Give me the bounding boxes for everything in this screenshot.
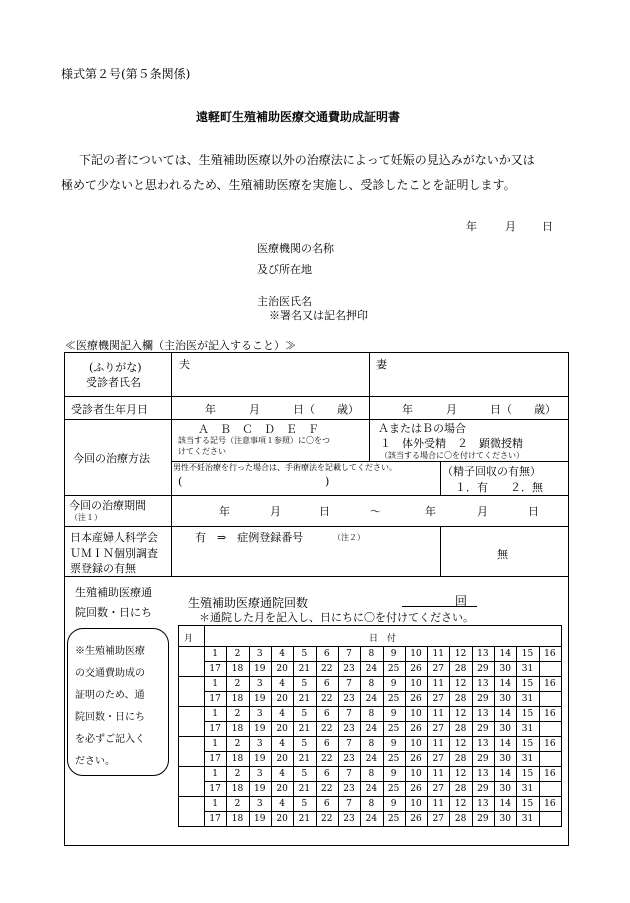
cal-day-cell[interactable]: 4 [279,739,285,749]
treatment-label: 今回の治療方法 [73,452,150,465]
cal-day-cell[interactable]: 20 [276,694,288,704]
cal-day-cell[interactable]: 6 [323,649,330,659]
umin-no: 無 [497,548,508,561]
cal-day-cell[interactable]: 15 [521,679,534,689]
cal-day-cell[interactable]: 7 [346,799,352,809]
cal-day-cell[interactable]: 21 [298,814,311,824]
cal-day-cell[interactable]: 1 [212,679,219,689]
furigana-label: (ふりがな) [89,361,142,374]
body-line-1: 下記の者については、生殖補助医療以外の治療法によって妊娠の見込みがないか又は [79,153,535,167]
form-number: 様式第２号(第５条関係) [61,67,191,81]
visits-note-line-2: の交通費助成の [75,668,145,679]
cal-day-cell[interactable]: 21 [298,784,311,794]
cal-day-cell[interactable]: 17 [209,694,221,704]
cal-month-header: 月 [184,634,194,644]
cal-day-cell[interactable]: 15 [521,739,534,749]
cal-day-cell[interactable]: 8 [368,709,375,719]
cal-day-cell[interactable]: 16 [544,679,556,689]
cal-day-cell[interactable]: 23 [343,694,355,704]
cal-day-cell[interactable]: 29 [477,754,489,764]
date-year: 年 [466,220,477,233]
cal-day-cell[interactable]: 11 [432,739,444,749]
cal-day-cell[interactable]: 12 [454,769,467,779]
cal-day-cell[interactable]: 6 [323,769,330,779]
cal-day-cell[interactable]: 2 [234,709,241,719]
cal-day-cell[interactable]: 21 [298,694,311,704]
cal-day-cell[interactable]: 23 [343,784,355,794]
visits-note-line-4: 院回数・日にち [75,712,145,723]
cal-day-cell[interactable]: 7 [346,679,352,689]
cal-day-cell[interactable]: 29 [477,694,489,704]
cal-day-cell[interactable]: 13 [477,769,489,779]
cal-day-cell[interactable]: 31 [521,784,534,794]
cal-day-cell[interactable]: 26 [410,784,422,794]
cal-day-cell[interactable]: 25 [387,784,400,794]
period-end-month: 月 [477,505,488,518]
cal-day-cell[interactable]: 25 [387,814,400,824]
cal-day-cell[interactable]: 5 [301,769,308,779]
cal-day-cell[interactable]: 16 [544,769,556,779]
cal-day-cell[interactable]: 20 [276,664,288,674]
cal-day-cell[interactable]: 18 [231,664,244,674]
cal-day-cell[interactable]: 9 [390,799,397,809]
cal-day-cell[interactable]: 27 [432,754,444,764]
dob-label: 受診者生年月日 [71,403,148,416]
cal-day-cell[interactable]: 20 [276,754,288,764]
male-paren-open: ( [178,475,183,488]
cal-day-cell[interactable]: 19 [254,784,266,794]
cal-day-cell[interactable]: 25 [387,664,400,674]
husband-label: 夫 [179,358,190,371]
umin-yes: 有 ⇒ 症例登録番号 [195,531,304,544]
section-label: ≪医療機関記入欄（主治医が記入すること）≫ [65,339,296,352]
cal-day-cell[interactable]: 22 [320,664,333,674]
cal-day-cell[interactable]: 8 [368,769,375,779]
cal-day-cell[interactable]: 28 [454,784,467,794]
cal-day-cell[interactable]: 30 [499,754,511,764]
cal-day-cell[interactable]: 27 [432,814,444,824]
cal-day-cell[interactable]: 30 [499,784,511,794]
cal-day-cell[interactable]: 1 [212,799,219,809]
cal-day-cell[interactable]: 1 [212,769,219,779]
cal-day-cell[interactable]: 17 [209,754,221,764]
cal-day-cell[interactable]: 5 [301,799,308,809]
cal-day-cell[interactable]: 19 [254,694,266,704]
cal-day-cell[interactable]: 31 [521,694,534,704]
cal-day-cell[interactable]: 3 [256,739,263,749]
cal-day-cell[interactable]: 31 [521,664,534,674]
cal-day-cell[interactable]: 19 [254,664,266,674]
cal-day-cell[interactable]: 12 [454,799,467,809]
umin-label-3: 票登録の有無 [70,562,136,575]
cal-day-cell[interactable]: 5 [301,709,308,719]
cal-day-cell[interactable]: 14 [499,739,511,749]
visits-note-line-6: ださい。 [75,756,115,767]
period-label: 今回の治療期間 [69,499,146,512]
cal-day-cell[interactable]: 20 [276,784,288,794]
cal-day-cell[interactable]: 27 [432,694,444,704]
cal-day-cell[interactable]: 3 [256,679,263,689]
sign-note: ※署名又は記名押印 [269,309,368,322]
cal-day-cell[interactable]: 18 [231,694,244,704]
umin-label-1: 日本産婦人科学会 [70,531,158,544]
cal-day-cell[interactable]: 7 [346,769,352,779]
cal-day-cell[interactable]: 12 [454,739,467,749]
cal-day-cell[interactable]: 12 [454,679,467,689]
visits-instruction: ＊通院した月を記入し、日にちに〇を付けてください。 [199,611,474,624]
cal-day-cell[interactable]: 10 [410,649,422,659]
cal-day-cell[interactable]: 4 [279,709,285,719]
cal-day-cell[interactable]: 14 [499,709,511,719]
cal-border-bottom [178,826,561,827]
cal-day-cell[interactable]: 21 [298,754,311,764]
cal-day-header: 日 付 [369,634,397,644]
cal-day-cell[interactable]: 2 [234,649,241,659]
cal-day-cell[interactable]: 30 [499,814,511,824]
cal-day-cell[interactable]: 29 [477,784,489,794]
doctor-name-label: 主治医氏名 [257,295,312,308]
cal-day-cell[interactable]: 14 [499,799,511,809]
visits-label-1: 生殖補助医療通 [75,586,152,599]
cal-day-cell[interactable]: 3 [256,799,263,809]
cal-day-cell[interactable]: 25 [387,694,400,704]
cal-day-cell[interactable]: 19 [254,814,266,824]
cal-day-cell[interactable]: 18 [231,784,244,794]
cal-day-cell[interactable]: 1 [212,649,219,659]
cal-day-cell[interactable]: 31 [521,724,534,734]
cal-day-cell[interactable]: 22 [320,754,333,764]
cal-day-cell[interactable]: 20 [276,814,288,824]
cal-day-cell[interactable]: 19 [254,724,266,734]
cal-day-cell[interactable]: 31 [521,754,534,764]
cal-day-cell[interactable]: 25 [387,724,400,734]
cal-day-cell[interactable]: 9 [390,769,397,779]
cal-day-cell[interactable]: 24 [365,814,378,824]
umin-yes-note: （注２） [333,533,365,542]
cal-border-right [561,625,562,827]
sperm-retrieval-options: １．有 ２．無 [455,481,543,494]
cal-day-cell[interactable]: 9 [390,679,397,689]
cal-day-cell[interactable]: 4 [279,769,285,779]
cal-border-top [178,625,561,626]
cal-day-cell[interactable]: 29 [477,724,489,734]
cal-day-cell[interactable]: 6 [323,799,330,809]
cal-day-cell[interactable]: 5 [301,739,308,749]
period-start-day: 日 [319,505,330,518]
cal-day-cell[interactable]: 26 [410,814,422,824]
cal-day-cell[interactable]: 12 [454,709,467,719]
cal-day-cell[interactable]: 10 [410,769,422,779]
cal-day-cell[interactable]: 13 [477,739,489,749]
cal-day-cell[interactable]: 17 [209,814,221,824]
cal-day-cell[interactable]: 17 [209,784,221,794]
cal-day-cell[interactable]: 2 [234,799,241,809]
cal-day-cell[interactable]: 3 [256,769,263,779]
ab-case-label: ＡまたはＢの場合 [378,422,466,435]
cal-day-cell[interactable]: 16 [544,709,556,719]
cal-day-cell[interactable]: 26 [410,664,422,674]
cal-day-cell[interactable]: 10 [410,799,422,809]
cal-day-cell[interactable]: 31 [521,814,534,824]
cal-day-cell[interactable]: 17 [209,724,221,734]
period-end-year: 年 [425,505,436,518]
dob-wife: 年 月 日（ 歳） [402,403,556,416]
cal-day-cell[interactable]: 26 [410,694,422,704]
cal-day-cell[interactable]: 16 [544,649,556,659]
wife-label: 妻 [376,358,387,371]
cal-day-cell[interactable]: 10 [410,709,422,719]
male-infertility-note: 男性不妊治療を行った場合は、手術療法を記載してください。 [173,463,397,472]
cal-day-cell[interactable]: 13 [477,799,489,809]
cal-day-cell[interactable]: 13 [477,709,489,719]
cal-day-cell[interactable]: 29 [477,814,489,824]
visits-label-2: 院回数・日にち [75,606,152,619]
cal-day-cell[interactable]: 6 [323,679,330,689]
cal-day-cell[interactable]: 24 [365,784,378,794]
cal-day-cell[interactable]: 11 [432,679,444,689]
cal-day-cell[interactable]: 20 [276,724,288,734]
cal-day-cell[interactable]: 26 [410,724,422,734]
visits-count-label: 生殖補助医療通院回数 [188,596,309,610]
cal-day-cell[interactable]: 14 [499,649,511,659]
cal-day-cell[interactable]: 8 [368,799,375,809]
ab-note: （該当する場合に〇を付けてください） [380,451,524,460]
cal-day-cell[interactable]: 10 [410,739,422,749]
cal-day-cell[interactable]: 30 [499,664,511,674]
cal-day-cell[interactable]: 15 [521,649,534,659]
cal-day-cell[interactable]: 27 [432,784,444,794]
cal-day-cell[interactable]: 7 [346,709,352,719]
cal-day-cell[interactable]: 4 [279,649,285,659]
cal-day-cell[interactable]: 29 [477,664,489,674]
cal-day-cell[interactable]: 27 [432,724,444,734]
ab-options: １ 体外受精 ２ 顕微授精 [380,437,523,450]
cal-day-cell[interactable]: 1 [212,739,219,749]
cal-day-cell[interactable]: 11 [432,799,444,809]
cal-day-cell[interactable]: 24 [365,724,378,734]
cal-day-cell[interactable]: 15 [521,799,534,809]
date-day: 日 [542,220,553,233]
cal-day-cell[interactable]: 13 [477,679,489,689]
cal-day-cell[interactable]: 17 [209,664,221,674]
cal-day-cell[interactable]: 28 [454,814,467,824]
cal-day-cell[interactable]: 4 [279,679,285,689]
cal-day-cell[interactable]: 11 [432,649,444,659]
cal-day-cell[interactable]: 15 [521,769,534,779]
cal-day-cell[interactable]: 1 [212,709,219,719]
cal-day-cell[interactable]: 7 [346,649,352,659]
cal-day-cell[interactable]: 8 [368,679,375,689]
cal-day-cell[interactable]: 28 [454,724,467,734]
cal-day-cell[interactable]: 18 [231,754,244,764]
institution-name-label: 医療機関の名称 [257,242,334,255]
cal-day-cell[interactable]: 28 [454,694,467,704]
treatment-abcdef-note-2: けてください [178,447,226,456]
cal-day-cell[interactable]: 22 [320,784,333,794]
cal-day-cell[interactable]: 28 [454,754,467,764]
male-paren-close: ) [325,475,330,488]
period-note: （注１） [70,513,102,522]
sperm-retrieval-label: （精子回収の有無） [442,465,541,478]
cal-day-cell[interactable]: 24 [365,664,378,674]
cal-day-cell[interactable]: 2 [234,769,241,779]
cal-day-cell[interactable]: 30 [499,724,511,734]
dob-husband: 年 月 日（ 歳） [205,403,359,416]
date-month: 月 [505,220,516,233]
cal-day-cell[interactable]: 9 [390,649,397,659]
cal-day-cell[interactable]: 22 [320,724,333,734]
cal-day-cell[interactable]: 5 [301,679,308,689]
cal-day-cell[interactable]: 24 [365,754,378,764]
cal-day-cell[interactable]: 24 [365,694,378,704]
period-start-year: 年 [219,505,230,518]
cal-day-cell[interactable]: 4 [279,799,285,809]
cal-day-cell[interactable]: 14 [499,679,511,689]
cal-day-cell[interactable]: 5 [301,649,308,659]
cal-day-cell[interactable]: 28 [454,664,467,674]
cal-day-cell[interactable]: 22 [320,694,333,704]
treatment-abcdef-note-1: 該当する記号（注意事項１参照）に〇をつ [178,436,330,445]
cal-day-cell[interactable]: 6 [323,739,330,749]
cal-day-cell[interactable]: 2 [234,679,241,689]
cal-day-cell[interactable]: 6 [323,709,330,719]
period-start-month: 月 [270,505,281,518]
cal-day-cell[interactable]: 8 [368,739,375,749]
cal-day-cell[interactable]: 7 [346,739,352,749]
cal-day-cell[interactable]: 26 [410,754,422,764]
cal-day-cell[interactable]: 21 [298,724,311,734]
umin-label-2: ＵＭＩＮ個別調査 [70,547,158,560]
cal-day-cell[interactable]: 14 [499,769,511,779]
visits-note-line-1: ※生殖補助医療 [75,646,145,657]
body-line-2: 極めて少ないと思われるため、生殖補助医療を実施し、受診したことを証明します。 [61,178,516,192]
cal-day-cell[interactable]: 16 [544,739,556,749]
cal-day-cell[interactable]: 13 [477,649,489,659]
cal-day-cell[interactable]: 10 [410,679,422,689]
name-label: 受診者氏名 [86,376,141,389]
cal-day-cell[interactable]: 9 [390,709,397,719]
treatment-abcdef: Ａ Ｂ Ｃ Ｄ Ｅ Ｆ [198,423,319,436]
visits-note-line-5: を必ずご記入く [75,734,145,745]
cal-day-cell[interactable]: 11 [432,769,444,779]
period-tilde: ～ [370,505,381,518]
period-end-day: 日 [528,505,539,518]
cal-day-cell[interactable]: 16 [544,799,556,809]
cal-day-cell[interactable]: 23 [343,814,355,824]
visits-count-unit: 回 [455,594,468,608]
cal-day-cell[interactable]: 3 [256,649,263,659]
cal-day-cell[interactable]: 18 [231,724,244,734]
cal-day-cell[interactable]: 3 [256,709,263,719]
cal-day-cell[interactable]: 18 [231,814,244,824]
visits-note-line-3: 証明のため、通 [75,690,145,701]
cal-day-cell[interactable]: 23 [343,724,355,734]
cal-day-cell[interactable]: 8 [368,649,375,659]
cal-day-cell[interactable]: 23 [343,664,355,674]
cal-day-cell[interactable]: 19 [254,754,266,764]
cal-day-cell[interactable]: 22 [320,814,333,824]
cal-day-cell[interactable]: 21 [298,664,311,674]
cal-day-cell[interactable]: 11 [432,709,444,719]
cal-day-cell[interactable]: 25 [387,754,400,764]
cal-day-cell[interactable]: 12 [454,649,467,659]
cal-day-cell[interactable]: 27 [432,664,444,674]
cal-day-cell[interactable]: 9 [390,739,397,749]
cal-day-cell[interactable]: 15 [521,709,534,719]
cal-day-cell[interactable]: 23 [343,754,355,764]
page-title: 遠軽町生殖補助医療交通費助成証明書 [196,110,401,124]
institution-address-label: 及び所在地 [257,263,312,276]
cal-day-cell[interactable]: 2 [234,739,241,749]
cal-day-cell[interactable]: 30 [499,694,511,704]
